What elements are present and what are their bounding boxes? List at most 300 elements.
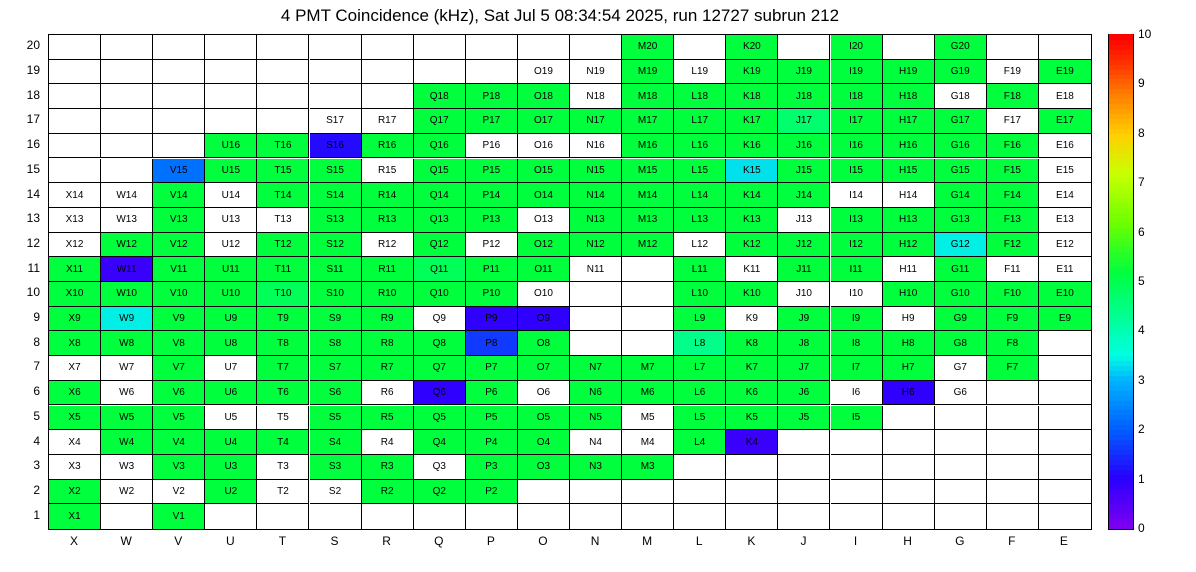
heatmap-cell	[883, 406, 935, 431]
heatmap-cell: U12	[205, 233, 257, 258]
heatmap-cell: J5	[778, 406, 830, 431]
heatmap-cell: K9	[726, 307, 778, 332]
heatmap-cell: J12	[778, 233, 830, 258]
heatmap-cell: I20	[831, 35, 883, 60]
heatmap-cell: H17	[883, 109, 935, 134]
heatmap-cell: S11	[310, 257, 362, 282]
heatmap-cell	[205, 109, 257, 134]
heatmap-cell: X7	[49, 356, 101, 381]
heatmap-cell: S5	[310, 406, 362, 431]
heatmap-cell	[466, 60, 518, 85]
heatmap-cell: N17	[570, 109, 622, 134]
heatmap-cell	[49, 84, 101, 109]
heatmap-cell: W8	[101, 331, 153, 356]
heatmap-cell: S2	[310, 480, 362, 505]
heatmap-cell	[570, 282, 622, 307]
colorbar-tick-label: 10	[1138, 27, 1152, 41]
heatmap-cell: G7	[935, 356, 987, 381]
x-axis-tick-label: H	[903, 534, 912, 548]
heatmap-cell: J13	[778, 208, 830, 233]
y-axis-tick-label: 4	[33, 433, 40, 448]
heatmap-cell: F18	[987, 84, 1039, 109]
heatmap-cell: N16	[570, 134, 622, 159]
heatmap-cell: W5	[101, 406, 153, 431]
heatmap-cell: T14	[257, 183, 309, 208]
heatmap-cell: N12	[570, 233, 622, 258]
heatmap-cell	[987, 430, 1039, 455]
heatmap-cell	[935, 406, 987, 431]
heatmap-cell	[570, 307, 622, 332]
x-axis-tick-label: J	[800, 534, 807, 548]
heatmap-cell: N18	[570, 84, 622, 109]
heatmap-cell	[518, 35, 570, 60]
heatmap-cell: O16	[518, 134, 570, 159]
heatmap-cell	[518, 480, 570, 505]
heatmap-cell: X1	[49, 504, 101, 529]
heatmap-cell: P16	[466, 134, 518, 159]
heatmap-cell: W12	[101, 233, 153, 258]
heatmap-cell: N14	[570, 183, 622, 208]
heatmap-cell	[153, 109, 205, 134]
heatmap-cell: S10	[310, 282, 362, 307]
heatmap-cell: K7	[726, 356, 778, 381]
x-axis-tick-label: N	[590, 534, 600, 548]
heatmap-cell: O9	[518, 307, 570, 332]
heatmap-cell: I9	[831, 307, 883, 332]
heatmap-cell: L16	[674, 134, 726, 159]
heatmap-cell	[257, 84, 309, 109]
heatmap-cell: G14	[935, 183, 987, 208]
x-axis-tick-label: Q	[434, 534, 444, 548]
heatmap-cell	[362, 504, 414, 529]
heatmap-cell	[674, 35, 726, 60]
heatmap-cell: X2	[49, 480, 101, 505]
heatmap-cell: X10	[49, 282, 101, 307]
heatmap-cell: K8	[726, 331, 778, 356]
heatmap-cell	[726, 480, 778, 505]
heatmap-cell	[987, 406, 1039, 431]
y-axis-tick-label: 17	[26, 112, 40, 127]
heatmap-cell: T5	[257, 406, 309, 431]
heatmap-cell: W4	[101, 430, 153, 455]
heatmap-cell: V9	[153, 307, 205, 332]
heatmap-cell: P2	[466, 480, 518, 505]
heatmap-cell	[205, 35, 257, 60]
heatmap-cell	[883, 430, 935, 455]
heatmap-cell	[414, 504, 466, 529]
heatmap-cell: K5	[726, 406, 778, 431]
heatmap-cell	[101, 159, 153, 184]
heatmap-cell	[362, 35, 414, 60]
heatmap-cell: H9	[883, 307, 935, 332]
heatmap-cell	[883, 504, 935, 529]
heatmap-cell: V15	[153, 159, 205, 184]
heatmap-cell: Q10	[414, 282, 466, 307]
heatmap-cell: F16	[987, 134, 1039, 159]
heatmap-cell	[987, 504, 1039, 529]
heatmap-cell: R6	[362, 381, 414, 406]
heatmap-cell	[1039, 480, 1091, 505]
heatmap-cell	[570, 35, 622, 60]
x-axis-tick-label: E	[1059, 534, 1068, 548]
heatmap-cell: O12	[518, 233, 570, 258]
heatmap-cell: R15	[362, 159, 414, 184]
heatmap-cell: G11	[935, 257, 987, 282]
heatmap-cell: P7	[466, 356, 518, 381]
colorbar-tick-label: 0	[1138, 521, 1145, 535]
heatmap-cell	[153, 134, 205, 159]
heatmap-cell: R9	[362, 307, 414, 332]
heatmap-cell: L8	[674, 331, 726, 356]
heatmap-cell: P12	[466, 233, 518, 258]
heatmap-cell: T2	[257, 480, 309, 505]
heatmap-cell	[935, 480, 987, 505]
heatmap-cell: P15	[466, 159, 518, 184]
heatmap-cell: G16	[935, 134, 987, 159]
heatmap-cell: W9	[101, 307, 153, 332]
heatmap-cell: Q16	[414, 134, 466, 159]
heatmap-cell: L17	[674, 109, 726, 134]
heatmap-cell: U10	[205, 282, 257, 307]
heatmap-cell: L19	[674, 60, 726, 85]
heatmap-cell	[622, 307, 674, 332]
heatmap-cell: M18	[622, 84, 674, 109]
heatmap-cell	[1039, 504, 1091, 529]
heatmap-cell: U5	[205, 406, 257, 431]
colorbar-tick-label: 6	[1138, 224, 1145, 239]
heatmap-cell: R13	[362, 208, 414, 233]
heatmap-cell	[49, 109, 101, 134]
heatmap-cell: U4	[205, 430, 257, 455]
heatmap-cell	[205, 504, 257, 529]
x-axis-tick-label: T	[278, 534, 287, 548]
heatmap-cell	[1039, 455, 1091, 480]
y-axis-tick-label: 20	[26, 38, 40, 53]
heatmap-cell: J10	[778, 282, 830, 307]
heatmap-cell: Q5	[414, 406, 466, 431]
heatmap-cell	[570, 480, 622, 505]
heatmap-cell	[1039, 35, 1091, 60]
heatmap-cell: X5	[49, 406, 101, 431]
heatmap-cell: Q4	[414, 430, 466, 455]
heatmap-cell: R11	[362, 257, 414, 282]
heatmap-cell	[987, 480, 1039, 505]
heatmap-cell: K10	[726, 282, 778, 307]
heatmap-cell: U7	[205, 356, 257, 381]
y-axis-tick-label: 6	[33, 384, 40, 399]
heatmap-cell: W13	[101, 208, 153, 233]
heatmap-cell: M15	[622, 159, 674, 184]
heatmap-cell	[831, 480, 883, 505]
heatmap-cell	[310, 504, 362, 529]
heatmap-cell: L12	[674, 233, 726, 258]
heatmap-cell: G20	[935, 35, 987, 60]
heatmap-cell: O11	[518, 257, 570, 282]
heatmap-cell: V12	[153, 233, 205, 258]
heatmap-cell	[622, 480, 674, 505]
y-axis-tick-label: 11	[27, 260, 40, 275]
heatmap-cell	[883, 35, 935, 60]
heatmap-cell: N7	[570, 356, 622, 381]
heatmap-cell: N6	[570, 381, 622, 406]
heatmap-cell: Q15	[414, 159, 466, 184]
heatmap-cell: X11	[49, 257, 101, 282]
heatmap-cell: G9	[935, 307, 987, 332]
heatmap-cell: F12	[987, 233, 1039, 258]
heatmap-cell: J19	[778, 60, 830, 85]
heatmap-cell: K4	[726, 430, 778, 455]
heatmap-cell: Q6	[414, 381, 466, 406]
heatmap-cell	[257, 60, 309, 85]
heatmap-cell: K13	[726, 208, 778, 233]
heatmap-cell: H6	[883, 381, 935, 406]
heatmap-cell: V4	[153, 430, 205, 455]
heatmap-cell: K12	[726, 233, 778, 258]
heatmap-cell: O19	[518, 60, 570, 85]
heatmap-cell: K14	[726, 183, 778, 208]
heatmap-cell: M7	[622, 356, 674, 381]
heatmap-cell: Q11	[414, 257, 466, 282]
heatmap-cell	[674, 504, 726, 529]
heatmap-cell	[362, 60, 414, 85]
heatmap-cell: J7	[778, 356, 830, 381]
heatmap-cell: P14	[466, 183, 518, 208]
heatmap-cell: I15	[831, 159, 883, 184]
heatmap-cell: G8	[935, 331, 987, 356]
heatmap-cell: M13	[622, 208, 674, 233]
heatmap-cell: I14	[831, 183, 883, 208]
heatmap-cell: J6	[778, 381, 830, 406]
heatmap-cell: V2	[153, 480, 205, 505]
heatmap-cell	[622, 504, 674, 529]
heatmap-cell: T9	[257, 307, 309, 332]
heatmap-cell: M19	[622, 60, 674, 85]
heatmap-cell: V10	[153, 282, 205, 307]
heatmap-cell: F7	[987, 356, 1039, 381]
heatmap-cell: M4	[622, 430, 674, 455]
heatmap-cell: U16	[205, 134, 257, 159]
heatmap-cell: O18	[518, 84, 570, 109]
heatmap-cell	[101, 109, 153, 134]
heatmap-cell: Q7	[414, 356, 466, 381]
heatmap-cell: G10	[935, 282, 987, 307]
y-axis-tick-label: 10	[26, 285, 40, 300]
heatmap-cell	[570, 504, 622, 529]
heatmap-cell	[257, 35, 309, 60]
heatmap-cell: V7	[153, 356, 205, 381]
heatmap-cell: I11	[831, 257, 883, 282]
heatmap-cell: K6	[726, 381, 778, 406]
heatmap-cell: R2	[362, 480, 414, 505]
page-title: 4 PMT Coincidence (kHz), Sat Jul 5 08:34:54 2025, run 12727 subrun 212	[280, 6, 840, 25]
heatmap-cell: K20	[726, 35, 778, 60]
heatmap-cell: I17	[831, 109, 883, 134]
y-axis-tick-label: 7	[33, 359, 40, 374]
heatmap-cell: O15	[518, 159, 570, 184]
y-axis-tick-label: 5	[33, 408, 40, 423]
x-axis-tick-label: U	[226, 534, 235, 548]
y-axis-tick-label: 3	[33, 458, 40, 473]
heatmap-cell: R16	[362, 134, 414, 159]
y-axis-tick-label: 1	[33, 507, 40, 522]
heatmap-cell: N13	[570, 208, 622, 233]
heatmap-cell: X13	[49, 208, 101, 233]
heatmap-cell: T8	[257, 331, 309, 356]
heatmap-cell	[935, 504, 987, 529]
heatmap-cell: R8	[362, 331, 414, 356]
heatmap-cell	[49, 134, 101, 159]
heatmap-cell: K11	[726, 257, 778, 282]
x-axis-tick-label: I	[853, 534, 858, 548]
heatmap-cell: I19	[831, 60, 883, 85]
heatmap-cell: V11	[153, 257, 205, 282]
heatmap-cell: R4	[362, 430, 414, 455]
heatmap-cell: S14	[310, 183, 362, 208]
heatmap-cell: S6	[310, 381, 362, 406]
heatmap-cell: R10	[362, 282, 414, 307]
heatmap-cell	[987, 35, 1039, 60]
y-axis-tick-label: 15	[26, 161, 40, 176]
heatmap-cell	[1039, 356, 1091, 381]
heatmap-cell	[831, 430, 883, 455]
heatmap-cell: I13	[831, 208, 883, 233]
x-axis-tick-label: F	[1008, 534, 1016, 548]
heatmap-cell: S17	[310, 109, 362, 134]
heatmap-cell: H14	[883, 183, 935, 208]
heatmap-grid	[48, 34, 1092, 530]
heatmap-cell: O13	[518, 208, 570, 233]
heatmap-cell: L6	[674, 381, 726, 406]
y-axis-tick-label: 2	[33, 482, 40, 497]
heatmap-cell	[101, 504, 153, 529]
heatmap-cell	[101, 84, 153, 109]
heatmap-cell	[153, 60, 205, 85]
heatmap-cell: P5	[466, 406, 518, 431]
heatmap-cell: O3	[518, 455, 570, 480]
heatmap-cell: J11	[778, 257, 830, 282]
heatmap-cell: X3	[49, 455, 101, 480]
heatmap-cell: U3	[205, 455, 257, 480]
heatmap-cell: Q13	[414, 208, 466, 233]
heatmap-cell: T7	[257, 356, 309, 381]
heatmap-cell: T4	[257, 430, 309, 455]
y-axis-tick-label: 9	[33, 310, 40, 325]
heatmap-cell: J18	[778, 84, 830, 109]
heatmap-cell	[778, 480, 830, 505]
heatmap-cell: P10	[466, 282, 518, 307]
heatmap-cell: N4	[570, 430, 622, 455]
heatmap-cell: X4	[49, 430, 101, 455]
heatmap-cell: W6	[101, 381, 153, 406]
heatmap-cell	[674, 455, 726, 480]
x-axis-tick-label: L	[695, 534, 703, 548]
x-axis-tick-label: K	[747, 534, 756, 548]
heatmap-cell: S8	[310, 331, 362, 356]
heatmap-cell: X8	[49, 331, 101, 356]
heatmap-cell: P4	[466, 430, 518, 455]
heatmap-cell: V5	[153, 406, 205, 431]
x-axis-tick-label: S	[330, 534, 339, 548]
heatmap-cell: F8	[987, 331, 1039, 356]
heatmap-cell	[1039, 331, 1091, 356]
x-axis-tick-label: O	[538, 534, 548, 548]
heatmap-cell	[49, 35, 101, 60]
heatmap-cell: R7	[362, 356, 414, 381]
heatmap-cell	[778, 35, 830, 60]
heatmap-cell: H7	[883, 356, 935, 381]
heatmap-cell: E17	[1039, 109, 1091, 134]
heatmap-cell: Q17	[414, 109, 466, 134]
heatmap-cell: N19	[570, 60, 622, 85]
heatmap-cell	[987, 381, 1039, 406]
heatmap-cell: I10	[831, 282, 883, 307]
heatmap-cell: E10	[1039, 282, 1091, 307]
heatmap-cell: O5	[518, 406, 570, 431]
heatmap-cell: P8	[466, 331, 518, 356]
heatmap-cell	[466, 504, 518, 529]
heatmap-cell: M14	[622, 183, 674, 208]
heatmap-cell: W10	[101, 282, 153, 307]
heatmap-cell: L13	[674, 208, 726, 233]
heatmap-cell: G13	[935, 208, 987, 233]
heatmap-cell: T6	[257, 381, 309, 406]
heatmap-cell: E13	[1039, 208, 1091, 233]
heatmap-cell: S13	[310, 208, 362, 233]
y-axis-tick-label: 12	[26, 235, 40, 250]
heatmap-cell: I18	[831, 84, 883, 109]
heatmap-cell	[831, 504, 883, 529]
y-axis-tick-label: 16	[26, 137, 40, 152]
heatmap-cell: U9	[205, 307, 257, 332]
y-axis-tick-label: 14	[26, 186, 40, 201]
heatmap-cell: M12	[622, 233, 674, 258]
heatmap-cell: H13	[883, 208, 935, 233]
x-axis-tick-label: M	[642, 534, 653, 548]
heatmap-cell	[831, 455, 883, 480]
heatmap-cell: P3	[466, 455, 518, 480]
heatmap-cell: T15	[257, 159, 309, 184]
heatmap-cell	[310, 35, 362, 60]
heatmap-cell	[1039, 430, 1091, 455]
heatmap-cell: M16	[622, 134, 674, 159]
colorbar-tick-label: 8	[1138, 125, 1145, 140]
heatmap-cell	[674, 480, 726, 505]
heatmap-cell: W3	[101, 455, 153, 480]
heatmap-cell: E14	[1039, 183, 1091, 208]
heatmap-cell: P11	[466, 257, 518, 282]
heatmap-cell: F13	[987, 208, 1039, 233]
heatmap-cell: Q12	[414, 233, 466, 258]
heatmap-cell: R5	[362, 406, 414, 431]
heatmap-cell	[935, 455, 987, 480]
colorbar-tick-label: 3	[1138, 372, 1145, 387]
heatmap-cell	[1039, 381, 1091, 406]
heatmap-cell: G6	[935, 381, 987, 406]
heatmap-cell: W2	[101, 480, 153, 505]
heatmap-cell: L11	[674, 257, 726, 282]
colorbar-tick-label: 2	[1138, 422, 1145, 437]
heatmap-cell	[778, 455, 830, 480]
heatmap-cell: J14	[778, 183, 830, 208]
heatmap-cell: T10	[257, 282, 309, 307]
heatmap-cell: J9	[778, 307, 830, 332]
heatmap-cell: X6	[49, 381, 101, 406]
heatmap-cell: T3	[257, 455, 309, 480]
heatmap-cell	[1039, 406, 1091, 431]
heatmap-cell: X12	[49, 233, 101, 258]
heatmap-cell: E9	[1039, 307, 1091, 332]
heatmap-cell: V14	[153, 183, 205, 208]
